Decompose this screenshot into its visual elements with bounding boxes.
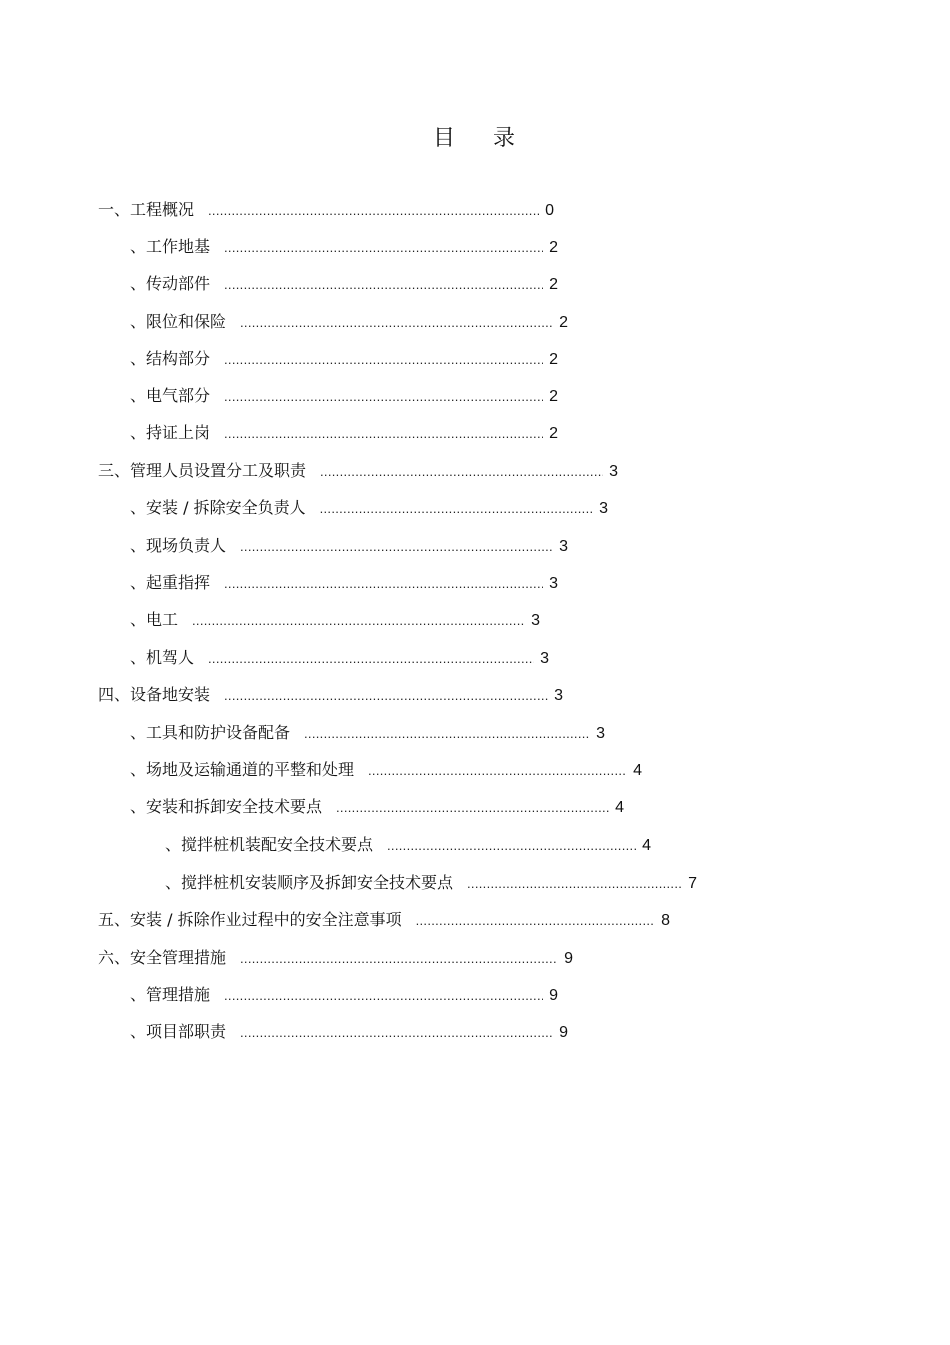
- toc-leader-dots: [224, 273, 543, 297]
- toc-entry-page: 3: [554, 687, 563, 704]
- toc-entry-label: 、场地及运输通道的平整和处理: [130, 760, 355, 779]
- toc-entry-page: 3: [599, 500, 608, 517]
- toc-entry-label: 一、工程概况: [98, 200, 195, 219]
- toc-entry-page: 4: [633, 762, 642, 779]
- toc-entry-label: 五、安装 / 拆除作业过程中的安全注意事项: [98, 910, 402, 929]
- toc-entry[interactable]: [130, 272, 558, 296]
- toc-entry[interactable]: [130, 347, 558, 371]
- toc-entry-page: 2: [549, 388, 558, 405]
- toc-entry-label: 、现场负责人: [130, 536, 227, 555]
- toc-entry-label: 、起重指挥: [130, 573, 211, 592]
- toc-entry-page: 9: [549, 987, 558, 1004]
- toc-entry[interactable]: [98, 683, 563, 707]
- toc-entry-label: 、管理措施: [130, 985, 211, 1004]
- toc-entry-label: 、传动部件: [130, 274, 211, 293]
- toc-leader-dots: [467, 872, 682, 896]
- toc-entry[interactable]: [130, 983, 558, 1007]
- toc-entry[interactable]: [98, 459, 618, 483]
- toc-leader-dots: [240, 1021, 553, 1045]
- toc-entry-label: 、安装和拆卸安全技术要点: [130, 797, 323, 816]
- toc-entry-page: 7: [688, 875, 697, 892]
- toc-entry-label: 、电工: [130, 610, 179, 629]
- toc-entry-label: 六、安全管理措施: [98, 948, 227, 967]
- toc-leader-dots: [368, 759, 627, 783]
- toc-entry-label: 、限位和保险: [130, 312, 227, 331]
- toc-entry[interactable]: [130, 1020, 568, 1044]
- toc-leader-dots: [192, 609, 525, 633]
- toc-entry[interactable]: [130, 758, 642, 782]
- toc-entry-label: 、结构部分: [130, 349, 211, 368]
- toc-title-part2: 录: [493, 126, 518, 151]
- toc-entry[interactable]: [165, 871, 697, 895]
- toc-entry[interactable]: [130, 571, 558, 595]
- toc-entry-page: 9: [559, 1024, 568, 1041]
- toc-leader-dots: [240, 311, 553, 335]
- toc-entry-page: 3: [531, 612, 540, 629]
- toc-leader-dots: [336, 796, 609, 820]
- toc-leader-dots: [224, 236, 543, 260]
- toc-leader-dots: [224, 385, 543, 409]
- toc-entry-label: 、搅拌桩机装配安全技术要点: [165, 835, 374, 854]
- toc-entry-page: 4: [615, 799, 624, 816]
- toc-entry-label: 、项目部职责: [130, 1022, 227, 1041]
- toc-entry[interactable]: [130, 646, 549, 670]
- toc-entry-page: 2: [549, 276, 558, 293]
- toc-entry-page: 3: [549, 575, 558, 592]
- toc-entry-page: 0: [545, 202, 554, 219]
- toc-entry-label: 、持证上岗: [130, 423, 211, 442]
- toc-leader-dots: [387, 834, 636, 858]
- toc-entry[interactable]: [130, 795, 624, 819]
- toc-leader-dots: [240, 535, 553, 559]
- toc-entry[interactable]: [130, 534, 568, 558]
- toc-entry[interactable]: [130, 310, 568, 334]
- toc-entry[interactable]: [130, 384, 558, 408]
- toc-entry-page: 2: [549, 425, 558, 442]
- toc-entry-label: 、电气部分: [130, 386, 211, 405]
- toc-entry-page: 8: [661, 912, 670, 929]
- toc-leader-dots: [320, 497, 594, 521]
- toc-leader-dots: [416, 909, 656, 933]
- toc-entry-label: 、机驾人: [130, 648, 195, 667]
- toc-leader-dots: [224, 348, 543, 372]
- toc-leader-dots: [208, 199, 539, 223]
- toc-entry-page: 3: [559, 538, 568, 555]
- toc-entry-label: 、工具和防护设备配备: [130, 723, 291, 742]
- toc-entry-label: 四、设备地安装: [98, 685, 211, 704]
- toc-entry-page: 3: [540, 650, 549, 667]
- toc-entry[interactable]: [98, 946, 573, 970]
- toc-entry[interactable]: [98, 198, 554, 222]
- toc-title: [0, 124, 950, 154]
- toc-leader-dots: [224, 422, 543, 446]
- toc-leader-dots: [304, 722, 590, 746]
- toc-entry-page: 2: [549, 351, 558, 368]
- toc-entry[interactable]: [130, 721, 605, 745]
- toc-entry[interactable]: [98, 908, 670, 932]
- toc-entry-page: 2: [549, 239, 558, 256]
- toc-leader-dots: [320, 460, 603, 484]
- toc-leader-dots: [208, 647, 534, 671]
- toc-leader-dots: [224, 684, 548, 708]
- toc-entry-page: 3: [609, 463, 618, 480]
- toc-entry-label: 、搅拌桩机安装顺序及拆卸安全技术要点: [165, 873, 454, 892]
- toc-entry[interactable]: [165, 833, 651, 857]
- toc-entry[interactable]: [130, 496, 608, 520]
- toc-entry[interactable]: [130, 608, 540, 632]
- toc-entry[interactable]: [130, 421, 558, 445]
- toc-entry-page: 3: [596, 725, 605, 742]
- toc-entry-page: 2: [559, 314, 568, 331]
- toc-leader-dots: [224, 572, 543, 596]
- toc-entry[interactable]: [130, 235, 558, 259]
- toc-title-part1: 目: [432, 126, 457, 151]
- toc-entry-label: 、安装 / 拆除安全负责人: [130, 498, 306, 517]
- toc-leader-dots: [224, 984, 543, 1008]
- toc-leader-dots: [240, 947, 558, 971]
- toc-entry-page: 4: [642, 837, 651, 854]
- toc-entry-page: 9: [564, 950, 573, 967]
- toc-entry-label: 、工作地基: [130, 237, 211, 256]
- toc-entry-label: 三、管理人员设置分工及职责: [98, 461, 307, 480]
